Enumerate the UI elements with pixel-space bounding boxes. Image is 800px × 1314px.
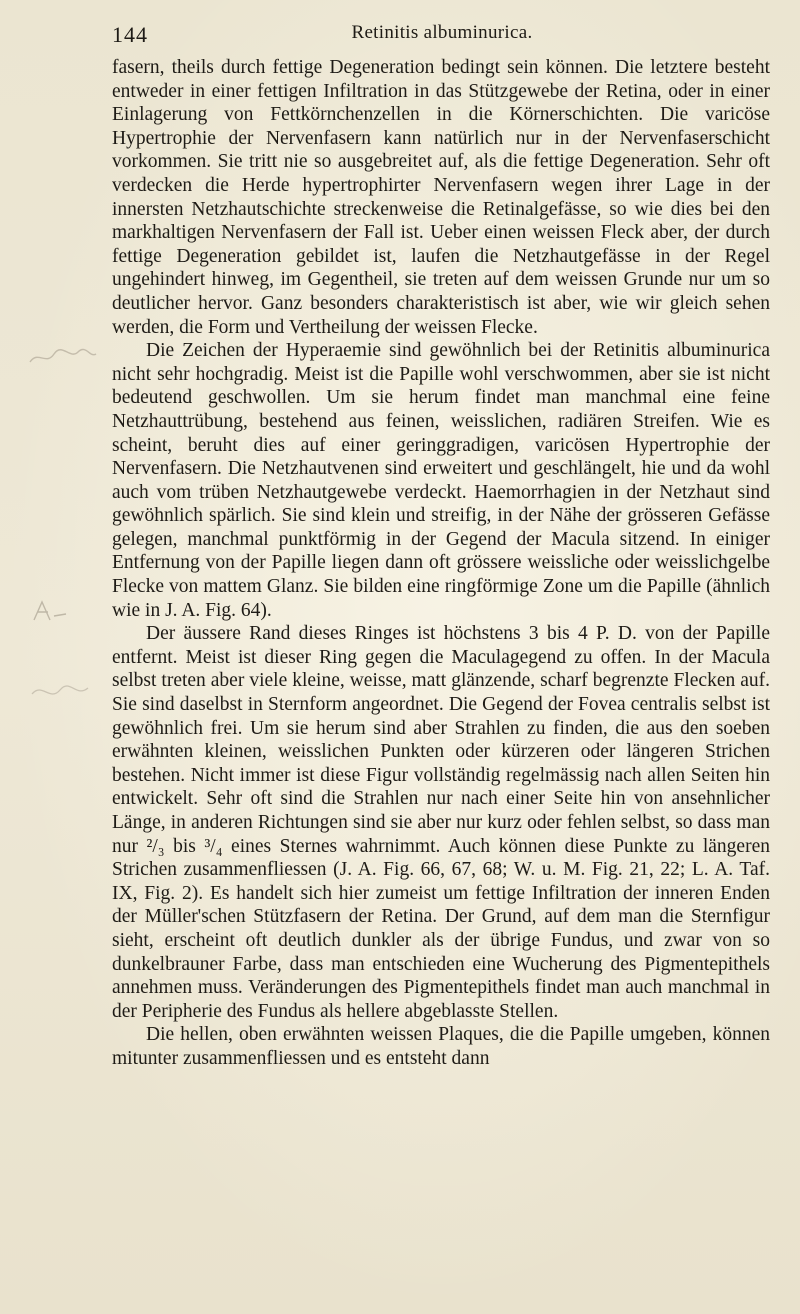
paragraph: Die hellen, oben erwähnten weissen Plaques, die die Papille umgeben, können mitunter zusammenfliessen und es entsteht dann — [112, 1024, 770, 1069]
paragraph: Die Zeichen der Hyperaemie sind gewöhnlich bei der Retinitis albuminurica nicht sehr hochgradig. Meist ist die Papille wohl verschwommen, aber sie ist nicht bedeutend geschwollen. Um sie herum findet man manchmal eine feine Netzhauttrübung, bestehend aus feinen, weisslichen, radiären Streifen. Wie es scheint, beruht dies auf einer geringgradigen, varicösen Hypertrophie der Nervenfasern. Die Netzhautvenen sind erweitert und geschlängelt, hie und da wohl auch vom trüben Netzhautgewebe verdeckt. Haemorrhagien in der Netzhaut sind gewöhnlich spärlich. Sie sind klein und streifig, in der Nähe der grösseren Gefässe gelegen, manchmal punktförmig in der Gegend der Macula sitzend. In einiger Entfernung von der Papille liegen dann oft grössere weissliche oder weisslichgelbe Flecke von mattem Glanz. Sie bilden eine ringförmige Zone um die Papille (ähnlich wie in J. A. Fig. 64). — [112, 340, 770, 621]
pencil-mark-icon — [30, 598, 70, 624]
paragraph: fasern, theils durch fettige Degeneration bedingt sein können. Die letztere besteht entweder in einer fettigen Infiltration in das Stützgewebe der Retina, oder in einer Einlagerung von Fettkörnchenzellen in die Körnerschichten. Die varicöse Hypertrophie der Nervenfasern kann natürlich nur in der Nervenfaserschicht vorkommen. Sie tritt nie so ausgebreitet auf, als die fettige Degeneration. Sehr oft verdecken die Herde hypertrophirter Nervenfasern wegen ihrer Lage in der innersten Netzhautschichte streckenweise die Retinalgefässe, so wie dies bei den markhaltigen Nervenfasern der Fall ist. Ueber einen weissen Fleck aber, der durch fettige Degeneration gebildet ist, laufen die Netzhautgefässe in der Regel ungehindert hinweg, im Gegentheil, sie treten auf dem weissen Grunde nur um so deutlicher hervor. Ganz besonders charakteristisch ist aber, wie wir gleich sehen werden, die Form und Vertheilung der weissen Flecke. — [112, 57, 770, 338]
pencil-mark-icon — [30, 676, 90, 706]
body-text — [112, 56, 770, 1071]
paragraph: Der äussere Rand dieses Ringes ist höchstens 3 bis 4 P. D. von der Papille entfernt. Meist ist dieser Ring gegen die Maculagegend zu offen. In der Macula selbst treten aber viele kleine, weisse, matt glänzende, scharf begrenzte Flecken auf. Sie sind daselbst in Sternform angeordnet. Die Gegend der Fovea centralis selbst ist gewöhnlich frei. Um sie herum sind aber Strahlen zu finden, die aus den soeben erwähnten kleinen, weisslichen Punkten oder kürzeren oder längeren Strichen bestehen. Nicht immer ist diese Figur vollständig regelmässig nach allen Seiten hin entwickelt. Sehr oft sind die Strahlen nur nach einer Seite hin von ansehnlicher Länge, in anderen Richtungen sind sie aber nur kurz oder fehlen selbst, so dass man nur ²/₃ bis ³/₄ eines Sternes wahrnimmt. Auch können diese Punkte zu längeren Strichen zusammenfliessen (J. A. Fig. 66, 67, 68; W. u. M. Fig. 21, 22; L. A. Taf. IX, Fig. 2). Es handelt sich hier zumeist um fettige Infiltration der inneren Enden der Müller'schen Stützfasern der Retina. Der Grund, auf dem man die Sternfigur sieht, erscheint oft deutlich dunkler als der übrige Fundus, und zwar von so dunkelbrauner Farbe, dass man entschieden eine Wucherung des Pigmentepithels annehmen muss. Veränderungen des Pigmentepithels findet man auch manchmal in der Peripherie des Fundus als hellere abgeblasste Stellen. — [112, 623, 770, 1022]
running-title: Retinitis albuminurica. — [351, 22, 533, 43]
pencil-mark-icon — [28, 342, 98, 382]
page-number: 144 — [112, 22, 148, 47]
page-header — [112, 22, 772, 48]
